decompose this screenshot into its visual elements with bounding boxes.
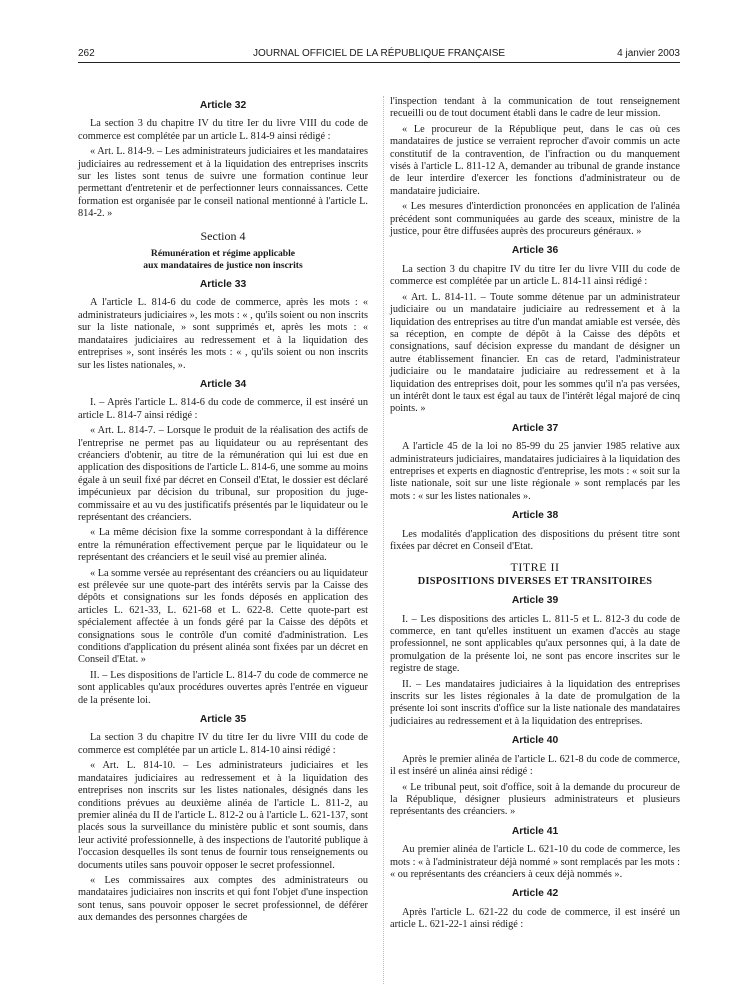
article-35-continued-paragraph: « Les mesures d'interdiction prononcées en application de l'alinéa précédent sont communiquées au garde des sceaux, ministre de la justice, pour être diffusées auprès des procureurs généraux. » — [390, 201, 680, 238]
article-38-heading: Article 38 — [511, 510, 559, 522]
section-4-subheading — [78, 248, 368, 272]
article-32-paragraph: La section 3 du chapitre IV du titre Ier du livre VIII du code de commerce est complétée par un article L. 814-9 ainsi rédigé : — [78, 118, 368, 142]
article-37-paragraph: A l'article 45 de la loi no 85-99 du 25 janvier 1985 relative aux administrateurs judiciaires, mandataires judiciaires à la liquidation des entreprises et experts en diagnostic d'entreprise, les mots : « soit sur la liste nationale, soit sur une liste régionale » sont remplacés par les mots : « sur les listes nationales ». — [390, 441, 680, 502]
article-36-heading: Article 36 — [511, 245, 559, 257]
article-38-paragraph: Les modalités d'application des dispositions du présent titre sont fixées par décret en Conseil d'Etat. — [390, 528, 680, 552]
issue-date: 4 janvier 2003 — [617, 48, 680, 59]
left-column — [78, 93, 368, 928]
article-35-continued-paragraph: « Le procureur de la République peut, dans le cas où ces mandataires de justice se verraient reprocher d'avoir commis un acte constitutif de la contravention, de l'infraction ou du manquement visés à l'article L. 811-12 A, demander au tribunal de grande instance de leur interdire d'exercer les fonctions d'administrateur ou de mandataire judiciaire. — [390, 123, 680, 197]
article-39-paragraph: I. – Les dispositions des articles L. 811-5 et L. 812-3 du code de commerce, en tant qu'elles instituent un examen d'accès au stage professionnel, ne sont applicables qu'aux personnes qui, à la date de promulgation de la présente loi, ne sont pas encore inscrites sur le registre de stage. — [390, 613, 680, 675]
titre-2-subheading: DISPOSITIONS DIVERSES ET TRANSITOIRES — [417, 575, 653, 587]
article-40-paragraph: « Le tribunal peut, soit d'office, soit à la demande du procureur de la République, désigner plusieurs administrateurs et plusieurs représentants des créanciers. » — [390, 781, 680, 818]
article-35-paragraph: « Art. L. 814-10. – Les administrateurs judiciaires et les mandataires judiciaires au redressement et à la liquidation des entreprises non inscrits sur les listes nationales, désignés dans les conditions prévues au deuxième alinéa de l'article L. 811-2, au premier alinéa du II de l'article L. 812-2 ou à l'article L. 621-137, sont placés sous la surveillance du ministère public et sont soumis, dans leur activité professionnelle, à des inspections de l'autorité publique à l'occasion desquelles ils sont tenus de fournir tous renseignements ou documents utiles sans pouvoir opposer le secret professionnel. — [78, 760, 368, 871]
section-4-heading: Section 4 — [200, 228, 246, 243]
article-41-paragraph: Au premier alinéa de l'article L. 621-10 du code de commerce, les mots : « à l'administrateur déjà nommé » sont remplacés par les mots : « ou représentants des créanciers à ceux déjà nommés ». — [390, 844, 680, 880]
article-41-heading: Article 41 — [511, 825, 559, 837]
titre-2-heading: TITRE II — [510, 560, 560, 575]
article-32-paragraph: « Art. L. 814-9. – Les administrateurs judiciaires et les mandataires judiciaires au redressement et à la liquidation des entreprises inscrits sur les listes sont tenus de suivre une formation continue leur permettant d'entretenir et de perfectionner leurs connaissances. Cette formation est organisée par le conseil national mentionné à l'article L. 814-2. » — [78, 146, 368, 220]
section-4-subheading-line: Rémunération et régime applicable — [150, 248, 296, 260]
header-rule — [78, 62, 680, 63]
article-33-paragraph: A l'article L. 814-6 du code de commerce, après les mots : « administrateurs judiciaires », les mots : « , qu'ils soient ou non inscrits sur la liste nationale, » sont supprimés et, après les mots : « mandataires judiciaires au redressement et à la liquidation des entreprises », sont insérés les mots : « , qu'ils soient ou non inscrits sur les listes nationales, ». — [78, 297, 368, 371]
article-39-heading: Article 39 — [511, 595, 559, 607]
right-column — [390, 96, 680, 935]
column-divider — [383, 96, 384, 984]
article-34-paragraph: II. – Les dispositions de l'article L. 814-7 du code de commerce ne sont applicables qu'aux procédures ouvertes après l'entrée en vigueur de la présente loi. — [78, 669, 368, 706]
article-36-paragraph: La section 3 du chapitre IV du titre Ier du livre VIII du code de commerce est complétée par un article L. 814-11 ainsi rédigé : — [390, 263, 680, 288]
article-42-heading: Article 42 — [511, 888, 559, 900]
article-35-continued-paragraph: l'inspection tendant à la communication de tout renseignement recueilli ou de tout document établi dans le cadre de leur mission. — [390, 96, 680, 120]
article-34-heading: Article 34 — [199, 378, 247, 390]
article-33-heading: Article 33 — [199, 279, 247, 291]
article-37-heading: Article 37 — [511, 422, 559, 434]
article-35-paragraph: La section 3 du chapitre IV du titre Ier du livre VIII du code de commerce est complétée par un article L. 814-10 ainsi rédigé : — [78, 732, 368, 756]
journal-title: JOURNAL OFFICIEL DE LA RÉPUBLIQUE FRANÇAISE — [252, 48, 506, 59]
article-34-paragraph: « La somme versée au représentant des créanciers ou au liquidateur est prélevée sur une quote-part des intérêts servis par la Caisse des dépôts et consignations sur les fonds déposés en application des articles L. 621-33, L. 621-68 et L. 622-8. Cette quote-part est spécialement affectée à un fonds géré par la Caisse des dépôts et consignations sous le contrôle d'un comité d'administration. Les conditions d'application du présent alinéa sont fixées par un décret en Conseil d'Etat. » — [78, 567, 368, 666]
article-36-paragraph: « Art. L. 814-11. – Toute somme détenue par un administrateur judiciaire ou un mandataire judiciaire au redressement et à la liquidation des entreprises au titre d'un mandat amiable est versée, dès sa réception, en compte de dépôt à la Caisse des dépôts et consignations, sauf décision expresse du mandant de désigner un autre établissement financier. En cas de retard, l'administrateur judiciaire ou le mandataire judiciaire au redressement et à la liquidation des entreprises doit, pour les sommes qu'il n'a pas versées, un intérêt dont le taux est égal au taux de l'intérêt légal majoré de cinq points. » — [390, 291, 680, 415]
article-39-paragraph: II. – Les mandataires judiciaires à la liquidation des entreprises inscrits sur les listes régionales à la date de promulgation de la présente loi sont inscrits d'office sur la liste nationale des mandataires judiciaires au redressement et à la liquidation des entreprises. — [390, 678, 680, 727]
article-32-heading: Article 32 — [199, 100, 247, 111]
article-34-paragraph: « Art. L. 814-7. – Lorsque le produit de la réalisation des actifs de l'entreprise ne permet pas au liquidateur ou au représentant des créanciers d'obtenir, au titre de la rémunération qui lui est due en application des dispositions de l'article L. 814-6, une somme au moins égale à un seuil fixé par décret en Conseil d'Etat, le dossier est déclaré impécunieux par décision du tribunal, sur proposition du juge-commissaire et au vu des justificatifs présentés par le liquidateur ou le représentant des créanciers. — [78, 425, 368, 523]
article-35-heading: Article 35 — [199, 714, 247, 726]
article-40-paragraph: Après le premier alinéa de l'article L. 621-8 du code de commerce, il est inséré un alinéa ainsi rédigé : — [390, 753, 680, 778]
article-35-paragraph: « Les commissaires aux comptes des administrateurs ou mandataires judiciaires non inscrits et qui font l'objet d'une inspection sont tenus, sans pouvoir opposer le secret professionnel, de déférer aux demandes des personnes chargées de — [78, 874, 368, 924]
article-34-paragraph: I. – Après l'article L. 814-6 du code de commerce, il est inséré un article L. 814-7 ainsi rédigé : — [78, 397, 368, 421]
article-34-paragraph: « La même décision fixe la somme correspondant à la différence entre la rémunération effectivement perçue par le liquidateur ou le représentant des créanciers et le seuil visé au premier alinéa. — [78, 527, 368, 564]
article-40-heading: Article 40 — [511, 735, 559, 747]
article-42-paragraph: Après l'article L. 621-22 du code de commerce, il est inséré un article L. 621-22-1 ainsi rédigé : — [390, 906, 680, 931]
page-number: 262 — [78, 48, 95, 59]
section-4-subheading-line: aux mandataires de justice non inscrits — [143, 260, 303, 272]
